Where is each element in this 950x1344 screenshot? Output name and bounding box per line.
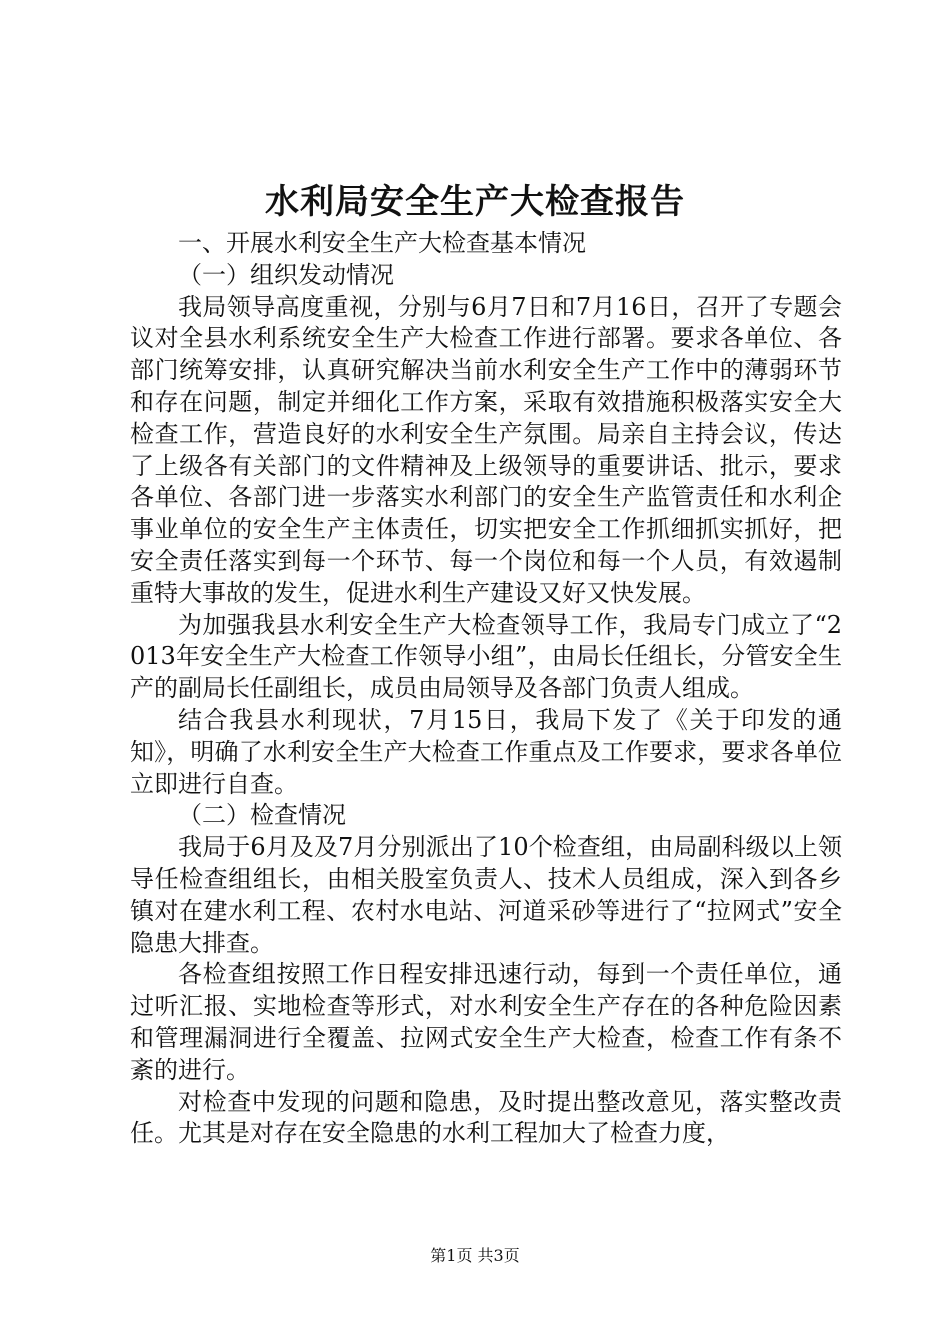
body-paragraph: 结合我县水利现状，7月15日，我局下发了《关于印发的通知》，明确了水利安全生产大检查工作重点及工作要求，要求各单位立即进行自查。: [130, 705, 842, 798]
document-body: [130, 228, 842, 1150]
page-footer: 第1页 共3页: [430, 1246, 520, 1265]
body-paragraph: 为加强我县水利安全生产大检查领导工作，我局专门成立了“2013年安全生产大检查工作领导小组”，由局长任组长，分管安全生产的副局长任副组长，成员由局领导及各部门负责人组成。: [130, 610, 842, 703]
subsection-heading: （二）检查情况: [178, 801, 346, 830]
body-paragraph: 我局领导高度重视，分别与6月7日和7月16日，召开了专题会议对全县水利系统安全生产大检查工作进行部署。要求各单位、各部门统筹安排，认真研究解决当前水利安全生产工作中的薄弱环节和存在问题，制定并细化工作方案，采取有效措施积极落实安全大检查工作，营造良好的水利安全生产氛围。局亲自主持会议，传达了上级各有关部门的文件精神及上级领导的重要讲话、批示，要求各单位、各部门进一步落实水利部门的安全生产监管责任和水利企事业单位的安全生产主体责任，切实把安全工作抓细抓实抓好，把安全责任落实到每一个环节、每一个岗位和每一个人员，有效遏制重特大事故的发生，促进水利生产建设又好又快发展。: [130, 292, 842, 607]
section-heading: 一、开展水利安全生产大检查基本情况: [178, 229, 586, 257]
document-title: 水利局安全生产大检查报告: [265, 182, 685, 222]
subsection-heading: （一）组织发动情况: [178, 260, 394, 289]
body-paragraph: 对检查中发现的问题和隐患，及时提出整改意见，落实整改责任。尤其是对存在安全隐患的水利工程加大了检查力度，: [130, 1087, 842, 1148]
body-paragraph: 各检查组按照工作日程安排迅速行动，每到一个责任单位，通过听汇报、实地检查等形式，对水利安全生产存在的各种危险因素和管理漏洞进行全覆盖、拉网式安全生产大检查，检查工作有条不紊的进行。: [130, 960, 842, 1084]
body-paragraph: 我局于6月及及7月分别派出了10个检查组，由局副科级以上领导任检查组组长，由相关股室负责人、技术人员组成，深入到各乡镇对在建水利工程、农村水电站、河道采砂等进行了“拉网式”安全隐患大排查。: [130, 833, 842, 957]
